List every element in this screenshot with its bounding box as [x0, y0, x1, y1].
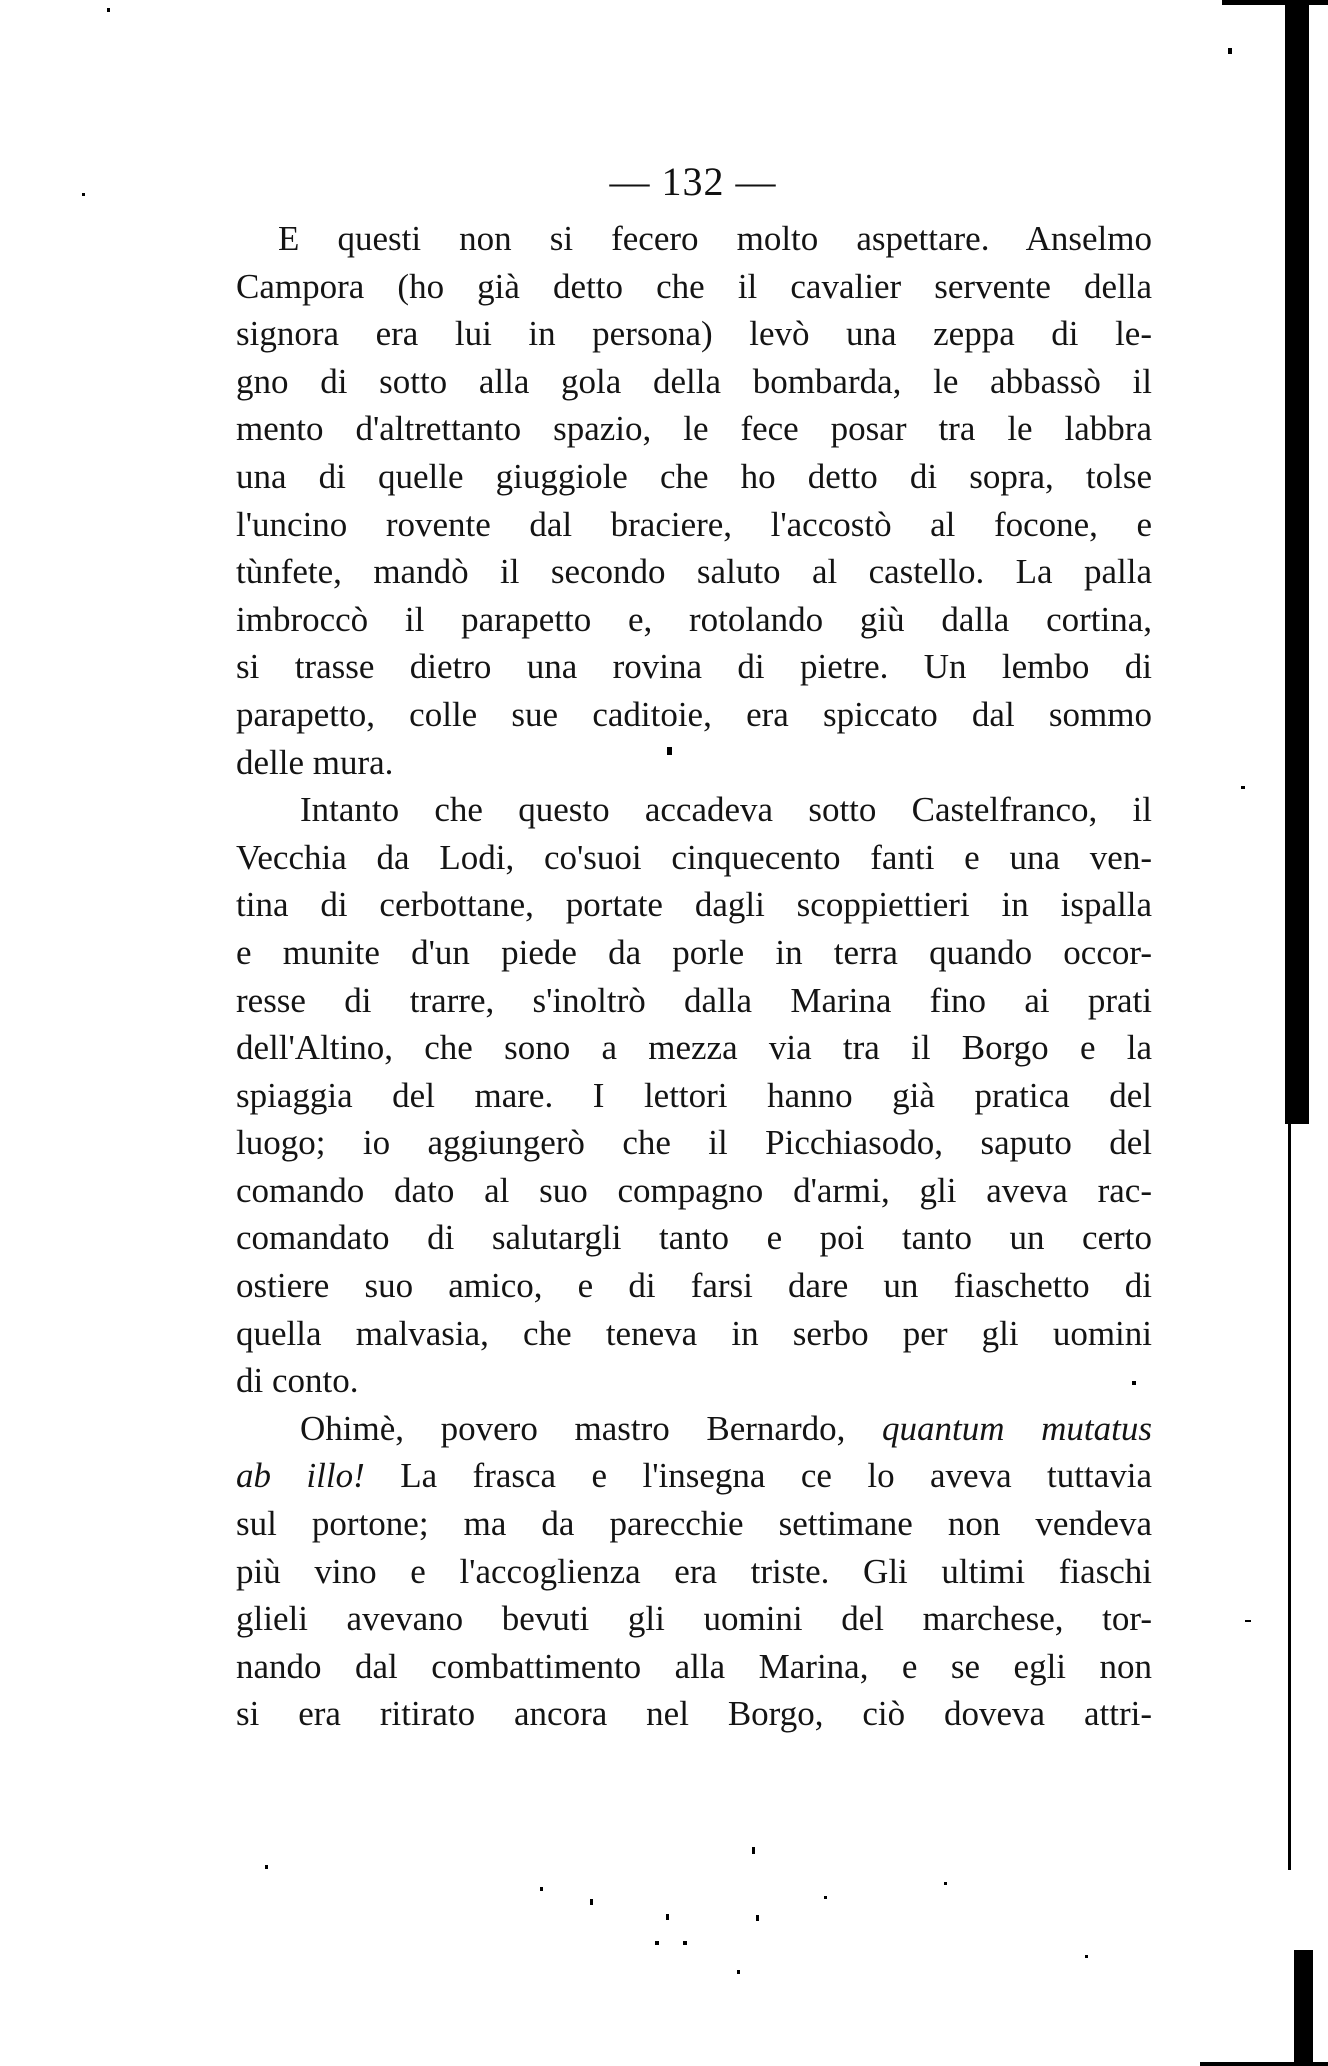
text-line: Campora (ho già detto che il cavalier servente della: [236, 266, 1152, 306]
body-text: [236, 215, 1152, 1738]
text-line: e munite d'un piede da porle in terra quando occor-: [236, 932, 1152, 972]
text-line: luogo; io aggiungerò che il Picchiasodo, saputo del: [236, 1123, 1152, 1163]
scan-speck: [540, 1887, 543, 1891]
text-line: spiaggia del mare. I lettori hanno già pratica del: [236, 1075, 1152, 1115]
text-line: sul portone; ma da parecchie settimane non vendeva: [236, 1504, 1152, 1544]
italic-latin-phrase: ab illo!: [236, 1456, 365, 1496]
binding-edge-bottom-block: [1294, 1950, 1313, 2066]
scan-speck: [752, 1847, 755, 1854]
page-number: — 132 —: [609, 159, 777, 204]
paragraph: [236, 215, 1152, 786]
text-line: di conto.: [236, 1361, 359, 1401]
scan-speck: [683, 1941, 687, 1945]
scan-speck: [590, 1899, 593, 1905]
binding-edge-top-line: [1222, 0, 1328, 5]
text-line: resse di trarre, s'inoltrò dalla Marina fino ai prati: [236, 980, 1152, 1020]
text-line: comando dato al suo compagno d'armi, gli aveva rac-: [236, 1170, 1152, 1210]
text-line: dell'Altino, che sono a mezza via tra il Borgo e la: [236, 1028, 1152, 1068]
scan-speck: [1085, 1955, 1088, 1958]
paragraph: [236, 1405, 1152, 1738]
text-line: l'uncino rovente dal braciere, l'accostò al focone, e: [236, 504, 1152, 544]
text-line: [236, 1452, 1152, 1500]
scan-speck: [107, 8, 110, 12]
text-line: ostiere suo amico, e di farsi dare un fiaschetto di: [236, 1266, 1152, 1306]
text-line: delle mura.: [236, 742, 394, 782]
text-line: imbroccò il parapetto e, rotolando giù dalla cortina,: [236, 599, 1152, 639]
scan-speck: [944, 1882, 947, 1885]
text-line: parapetto, colle sue caditoie, era spiccato dal sommo: [236, 694, 1152, 734]
scan-speck: [667, 747, 672, 755]
scan-speck: [1228, 48, 1232, 54]
text-line: Vecchia da Lodi, co'suoi cinquecento fanti e una ven-: [236, 837, 1152, 877]
paragraph: [236, 786, 1152, 1405]
text-line: si trasse dietro una rovina di pietre. Un lembo di: [236, 647, 1152, 687]
scan-speck: [824, 1896, 827, 1899]
text-line: mento d'altrettanto spazio, le fece posar tra le labbra: [236, 409, 1152, 449]
text-run: Ohimè, povero mastro Bernardo,: [300, 1408, 882, 1448]
scan-speck: [265, 1865, 268, 1869]
scan-speck: [1245, 1620, 1251, 1622]
text-line: comandato di salutargli tanto e poi tanto un certo: [236, 1218, 1152, 1258]
text-line: glieli avevano bevuti gli uomini del marchese, tor-: [236, 1599, 1152, 1639]
text-line: nando dal combattimento alla Marina, e se egli non: [236, 1646, 1152, 1686]
scan-speck: [1132, 1381, 1136, 1385]
text-line: Intanto che questo accadeva sotto Castelfranco, il: [300, 790, 1152, 830]
italic-latin-phrase: quantum mutatus: [882, 1408, 1152, 1448]
text-line: tina di cerbottane, portate dagli scoppiettieri in ispalla: [236, 885, 1152, 925]
text-line: [236, 1405, 1152, 1453]
scan-speck: [82, 193, 85, 196]
text-line: una di quelle giuggiole che ho detto di sopra, tolse: [236, 456, 1152, 496]
text-line: gno di sotto alla gola della bombarda, le abbassò il: [236, 361, 1152, 401]
text-line: E questi non si fecero molto aspettare. Anselmo: [278, 219, 1152, 258]
text-line: più vino e l'accoglienza era triste. Gli ultimi fiaschi: [236, 1551, 1152, 1591]
binding-edge-bottom-line: [1200, 2062, 1328, 2066]
text-line: signora era lui in persona) levò una zeppa di le-: [236, 314, 1152, 354]
text-run: La frasca e l'insegna ce lo aveva tuttavia: [364, 1456, 1153, 1496]
scan-speck: [737, 1970, 740, 1974]
text-line: si era ritirato ancora nel Borgo, ciò doveva attri-: [236, 1694, 1152, 1734]
scan-speck: [655, 1941, 659, 1945]
text-line: tùnfete, mandò il secondo saluto al castello. La palla: [236, 552, 1152, 592]
scan-speck: [1241, 786, 1245, 789]
scan-speck: [666, 1914, 669, 1920]
text-line: quella malvasia, che teneva in serbo per gli uomini: [236, 1313, 1152, 1353]
scan-speck: [756, 1915, 759, 1921]
binding-edge-bar: [1285, 0, 1309, 1124]
binding-edge-thin-line: [1288, 1124, 1291, 1870]
